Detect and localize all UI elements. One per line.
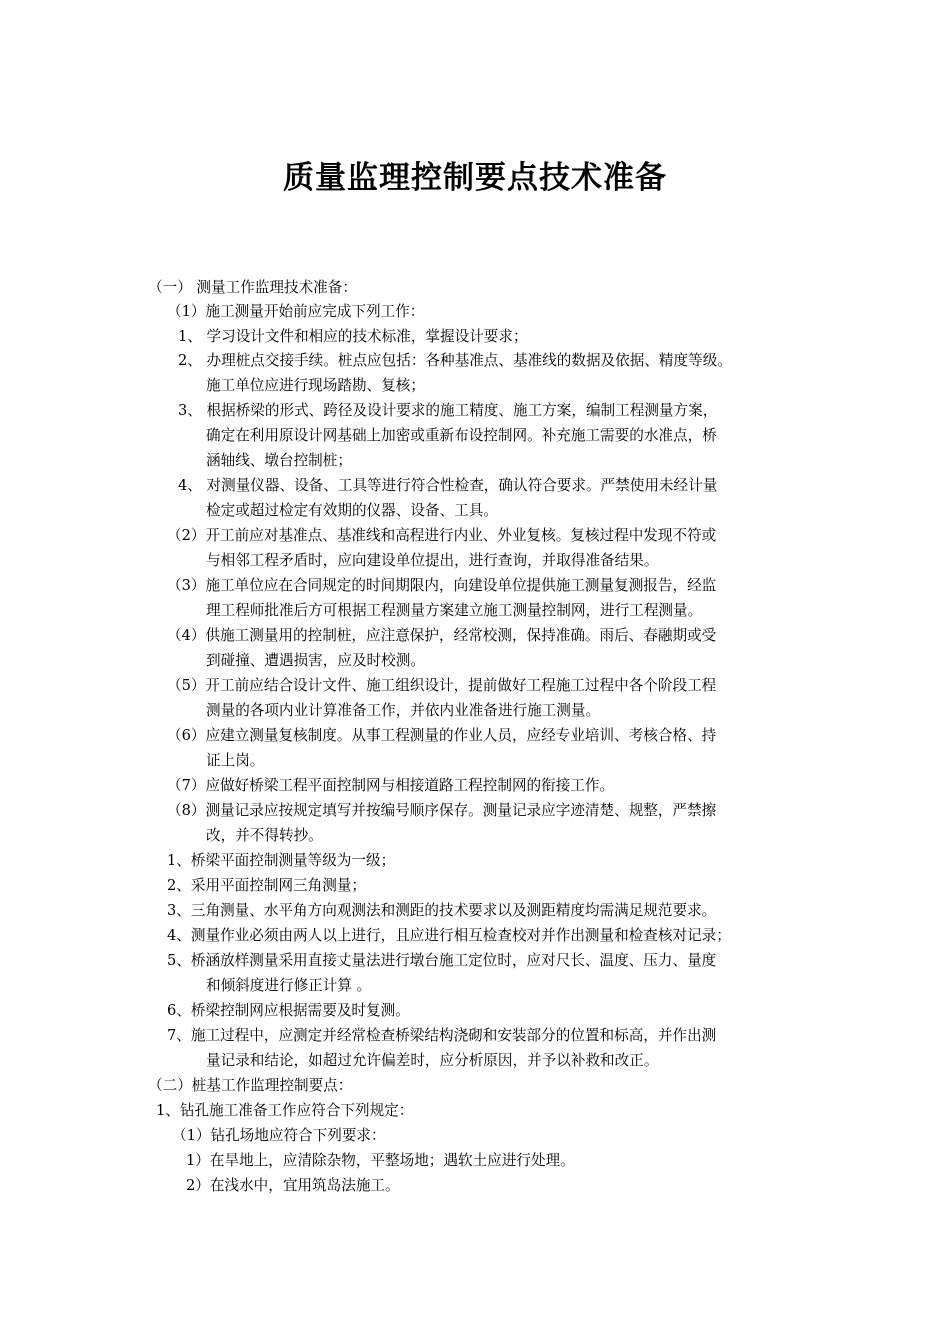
paragraph-line: 2、 办理桩点交接手续。桩点应包括：各种基准点、基准线的数据及依据、精度等级。 bbox=[178, 352, 732, 369]
paragraph-line: （2）开工前应对基准点、基准线和高程进行内业、外业复核。复核过程中发现不符或 bbox=[167, 527, 717, 544]
paragraph-line: （1）钻孔场地应符合下列要求： bbox=[172, 1127, 386, 1144]
paragraph-line: （1）施工测量开始前应完成下列工作： bbox=[167, 303, 425, 320]
paragraph-line: 2）在浅水中，宜用筑岛法施工。 bbox=[186, 1177, 400, 1194]
paragraph-line: （4）供施工测量用的控制桩，应注意保护，经常校测，保持准确。雨后、春融期或受 bbox=[167, 627, 717, 644]
paragraph-line: （3）施工单位应在合同规定的时间期限内，向建设单位提供施工测量复测报告，经监 bbox=[167, 577, 717, 594]
paragraph-line: 改，并不得转抄。 bbox=[206, 827, 323, 844]
paragraph-line: 4、 对测量仪器、设备、工具等进行符合性检查，确认符合要求。严禁使用未经计量 bbox=[178, 477, 718, 494]
document-title: 质量监理控制要点技术准备 bbox=[283, 160, 667, 196]
paragraph-line: 1）在旱地上，应清除杂物，平整场地；遇软土应进行处理。 bbox=[186, 1152, 575, 1169]
paragraph-line: 确定在利用原设计网基础上加密或重新布设控制网。补充施工需要的水准点，桥 bbox=[206, 427, 717, 444]
paragraph-line: （6）应建立测量复核制度。从事工程测量的作业人员，应经专业培训、考核合格、持 bbox=[167, 727, 717, 744]
paragraph-line: 6、桥梁控制网应根据需要及时复测。 bbox=[167, 1002, 410, 1019]
paragraph-line: 与相邻工程矛盾时，应向建设单位提出，进行查询，并取得准备结果。 bbox=[206, 552, 659, 569]
section-heading: （一） 测量工作监理技术准备： bbox=[148, 279, 357, 296]
paragraph-line: 3、 根据桥梁的形式、跨径及设计要求的施工精度、施工方案，编制工程测量方案， bbox=[178, 402, 718, 419]
paragraph-line: 量记录和结论，如超过允许偏差时，应分析原因，并予以补救和改正。 bbox=[206, 1052, 659, 1069]
paragraph-line: 2、采用平面控制网三角测量； bbox=[167, 877, 367, 894]
section-heading: （二）桩基工作监理控制要点： bbox=[148, 1077, 353, 1094]
paragraph-line: 施工单位应进行现场踏勘、复核； bbox=[206, 377, 425, 394]
paragraph-line: 1、 学习设计文件和相应的技术标准，掌握设计要求； bbox=[178, 328, 528, 345]
paragraph-line: 3、三角测量、水平角方向观测法和测距的技术要求以及测距精度均需满足规范要求。 bbox=[167, 902, 717, 919]
paragraph-line: （5）开工前应结合设计文件、施工组织设计，提前做好工程施工过程中各个阶段工程 bbox=[167, 677, 717, 694]
paragraph-line: 涵轴线、墩台控制桩； bbox=[206, 452, 352, 469]
paragraph-line: 测量的各项内业计算准备工作，并依内业准备进行施工测量。 bbox=[206, 702, 601, 719]
paragraph-line: 1、桥梁平面控制测量等级为一级； bbox=[167, 852, 396, 869]
paragraph-line: 证上岗。 bbox=[206, 752, 265, 769]
paragraph-line: 5、桥涵放样测量采用直接丈量法进行墩台施工定位时，应对尺长、温度、压力、量度 bbox=[167, 952, 717, 969]
paragraph-line: 理工程师批准后方可根据工程测量方案建立施工测量控制网，进行工程测量。 bbox=[206, 602, 703, 619]
paragraph-line: 7、施工过程中，应测定并经常检查桥梁结构浇砌和安装部分的位置和标高，并作出测 bbox=[167, 1027, 717, 1044]
paragraph-line: 检定或超过检定有效期的仪器、设备、工具。 bbox=[206, 502, 498, 519]
paragraph-line: （7）应做好桥梁工程平面控制网与相接道路工程控制网的衔接工作。 bbox=[167, 777, 615, 794]
paragraph-line: 和倾斜度进行修正计算 。 bbox=[206, 977, 372, 994]
paragraph-line: 1、钻孔施工准备工作应符合下列规定： bbox=[156, 1102, 414, 1119]
paragraph-line: 到碰撞、遭遇损害，应及时校测。 bbox=[206, 652, 425, 669]
paragraph-line: 4、测量作业必须由两人以上进行，且应进行相互检查校对并作出测量和检查核对记录； bbox=[167, 927, 731, 944]
paragraph-line: （8）测量记录应按规定填写并按编号顺序保存。测量记录应字迹清楚、规整，严禁擦 bbox=[167, 802, 717, 819]
